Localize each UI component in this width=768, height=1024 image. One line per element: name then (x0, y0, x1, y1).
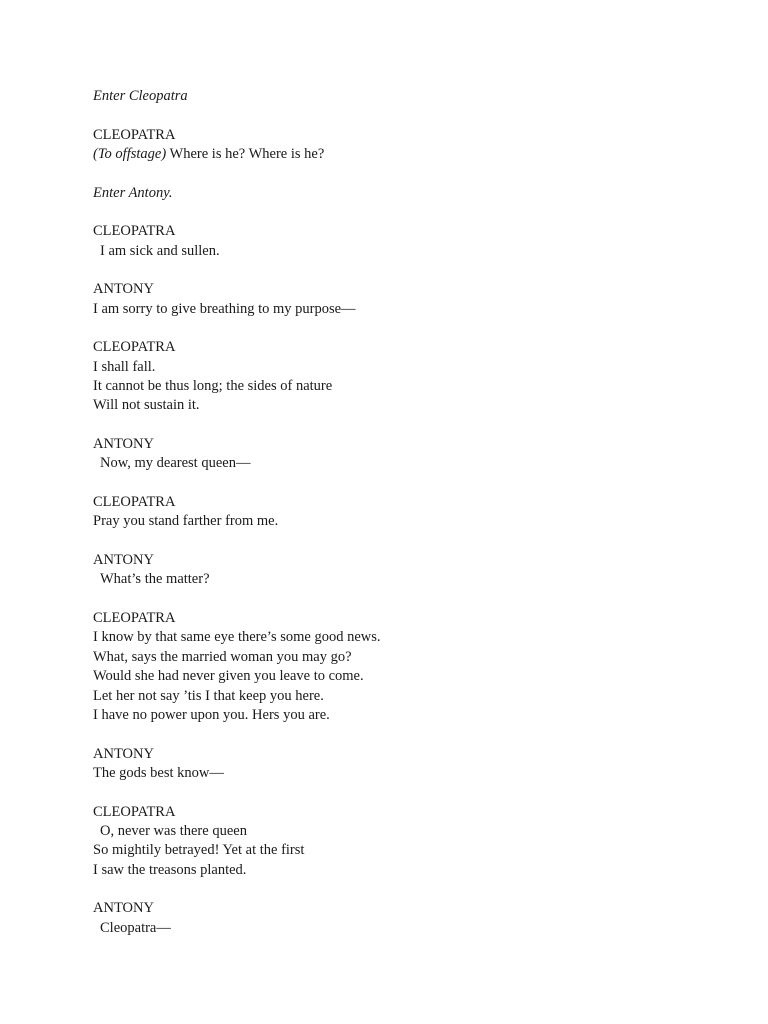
dialogue-line: I saw the treasons planted. (93, 861, 247, 878)
dialogue-line: What’s the matter? (100, 571, 210, 588)
dialogue-line: I am sorry to give breathing to my purpose— (93, 300, 356, 317)
speaker-name: CLEOPATRA (93, 339, 176, 356)
speaker-name: CLEOPATRA (93, 803, 176, 820)
dialogue-text: Where is he? Where is he? (166, 146, 325, 162)
speech-block (93, 493, 733, 532)
speaker-name: ANTONY (93, 900, 154, 917)
dialogue-line: O, never was there queen (100, 823, 247, 840)
dialogue-line: Cleopatra— (100, 919, 171, 936)
speaker-name: ANTONY (93, 552, 154, 568)
dialogue-line: I have no power upon you. Hers you are. (93, 707, 330, 724)
speech-block (93, 803, 733, 881)
speech-block (93, 126, 733, 165)
dialogue-line: I know by that same eye there’s some good news. (93, 629, 381, 646)
speech-block (93, 899, 733, 938)
dialogue-line: Will not sustain it. (93, 397, 200, 414)
speaker-name: CLEOPATRA (93, 494, 176, 510)
dialogue-line: Now, my dearest queen— (100, 455, 251, 472)
stage-direction-block (93, 184, 733, 203)
speaker-name: ANTONY (93, 436, 154, 452)
speaker-name: ANTONY (93, 281, 154, 298)
speaker-name: CLEOPATRA (93, 223, 176, 240)
stage-direction: Enter Cleopatra (93, 88, 188, 104)
stage-direction: Enter Antony. (93, 184, 173, 201)
dialogue-line: Let her not say ’tis I that keep you here. (93, 687, 324, 704)
speaker-name: CLEOPATRA (93, 610, 176, 626)
speech-block (93, 338, 733, 416)
speech-block (93, 745, 733, 784)
speech-block (93, 435, 733, 474)
speech-block (93, 609, 733, 725)
dialogue-line: What, says the married woman you may go? (93, 648, 352, 665)
dialogue-line: Pray you stand farther from me. (93, 513, 279, 530)
inline-stage-direction: (To offstage) (93, 146, 167, 162)
dialogue-line: So mightily betrayed! Yet at the first (93, 842, 305, 859)
dialogue-line (93, 145, 733, 164)
dialogue-line: It cannot be thus long; the sides of nature (93, 378, 333, 394)
speech-block (93, 222, 733, 261)
stage-direction-block (93, 87, 733, 106)
dialogue-line: The gods best know— (93, 765, 224, 782)
dialogue-line: I am sick and sullen. (100, 242, 220, 259)
speaker-name: CLEOPATRA (93, 126, 176, 143)
dialogue-line: Would she had never given you leave to come. (93, 668, 364, 685)
script-page (93, 87, 733, 957)
speaker-name: ANTONY (93, 745, 154, 762)
speech-block (93, 280, 733, 319)
dialogue-line: I shall fall. (93, 358, 156, 375)
speech-block (93, 551, 733, 590)
